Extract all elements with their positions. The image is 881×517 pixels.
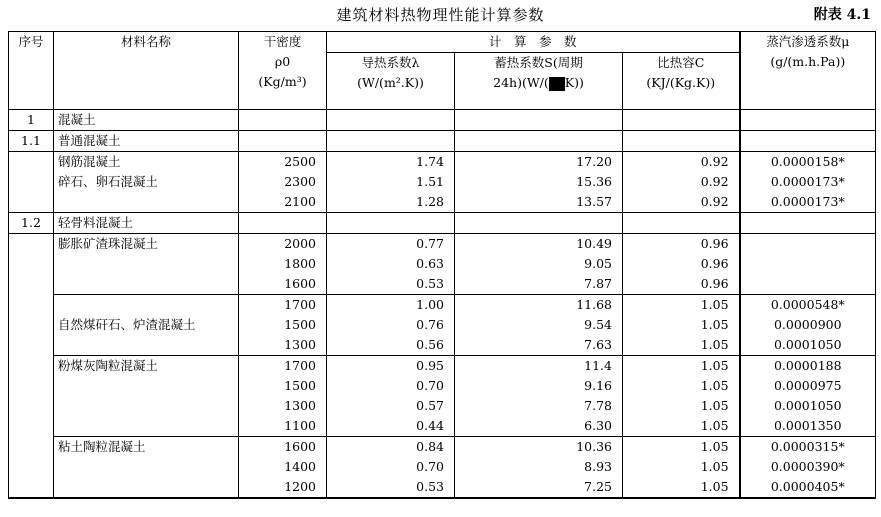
- mu-value: 0.0000390*: [770, 459, 845, 474]
- c-value: 1.05: [700, 317, 729, 332]
- s-value: 7.78: [584, 398, 612, 413]
- s-value: 11.68: [576, 297, 612, 312]
- lambda-value: 1.74: [416, 154, 444, 169]
- lambda-value: 0.57: [416, 398, 444, 413]
- density-cell: [239, 295, 327, 356]
- c-value: 0.92: [700, 194, 729, 209]
- header-row-1: [9, 32, 876, 53]
- density-value: 1500: [284, 317, 316, 332]
- mu-value: 0.0001050: [773, 337, 842, 352]
- header-vapor-unit: (g/(m.h.Pa)): [770, 54, 846, 69]
- header-index: 序号: [9, 32, 54, 110]
- material-name: 自然煤矸石、炉渣混凝土: [58, 317, 196, 332]
- lambda-value: 0.95: [416, 358, 444, 373]
- material-cell: [54, 356, 239, 437]
- lambda-cell: [327, 234, 455, 295]
- c-value: 1.05: [700, 439, 729, 454]
- section-index: 1: [9, 110, 54, 131]
- header-density-label: 干密度: [263, 34, 302, 49]
- lambda-cell: [327, 356, 455, 437]
- density-value: 2300: [284, 174, 316, 189]
- s-value: 9.16: [584, 378, 612, 393]
- lambda-value: 0.44: [416, 418, 444, 433]
- density-cell: [239, 437, 327, 499]
- material-cell: [54, 295, 239, 356]
- table-row: [9, 152, 876, 213]
- section-row: [9, 213, 876, 234]
- material-name: 粉煤灰陶粒混凝土: [58, 358, 159, 373]
- header-c: [623, 53, 740, 110]
- c-cell: [623, 234, 740, 295]
- lambda-value: 0.70: [416, 378, 444, 393]
- header-s-label: 蓄热系数S(周期: [494, 55, 583, 70]
- appendix-label: 附表 4.1: [813, 7, 871, 23]
- s-cell: [455, 295, 623, 356]
- material-name: 膨胀矿渣珠混凝土: [58, 236, 159, 251]
- lambda-value: 0.76: [416, 317, 444, 332]
- table-row: [9, 356, 876, 437]
- c-cell: [623, 295, 740, 356]
- section-name: 轻骨料混凝土: [54, 213, 239, 234]
- lambda-cell: [327, 437, 455, 499]
- lambda-cell: [327, 152, 455, 213]
- s-value: 11.4: [584, 358, 612, 373]
- table-row: [9, 437, 876, 499]
- density-value: 1700: [284, 358, 316, 373]
- density-value: 1600: [284, 439, 316, 454]
- s-value: 13.57: [576, 194, 612, 209]
- header-lambda-unit: (W/(m².K)): [357, 75, 424, 90]
- density-value: 2500: [284, 154, 316, 169]
- lambda-value: 1.28: [416, 194, 444, 209]
- mu-cell: [740, 437, 876, 499]
- density-value: 2100: [284, 194, 316, 209]
- mu-value: 0.0000900: [773, 317, 842, 332]
- density-value: 1400: [284, 459, 316, 474]
- mu-value: 0.0000158*: [770, 154, 845, 169]
- s-value: 10.36: [576, 439, 612, 454]
- mu-value: 0.0000173*: [770, 194, 845, 209]
- s-cell: [455, 437, 623, 499]
- c-value: 1.05: [700, 418, 729, 433]
- lambda-value: 0.84: [416, 439, 444, 454]
- c-cell: [623, 152, 740, 213]
- density-value: 1800: [284, 256, 316, 271]
- c-value: 0.96: [700, 236, 729, 251]
- lambda-value: 0.70: [416, 459, 444, 474]
- header-vapor-label: 蒸汽渗透系数μ: [766, 34, 850, 49]
- lambda-value: 1.00: [416, 297, 444, 312]
- s-value: 9.54: [584, 317, 612, 332]
- density-cell: [239, 234, 327, 295]
- header-c-unit: (KJ/(Kg.K)): [646, 75, 716, 90]
- header-material: 材料名称: [54, 32, 239, 110]
- c-value: 1.05: [700, 479, 729, 494]
- mu-value: 0.0000405*: [770, 479, 845, 494]
- section-index: 1.2: [9, 213, 54, 234]
- header-lambda: [327, 53, 455, 110]
- s-cell: [455, 356, 623, 437]
- lambda-cell: [327, 295, 455, 356]
- material-cell: [54, 152, 239, 213]
- density-value: 1700: [284, 297, 316, 312]
- parameter-table: [8, 31, 876, 499]
- density-value: 1100: [284, 418, 316, 433]
- s-cell: [455, 234, 623, 295]
- header-s-unit-a: 24h)(W/(: [493, 75, 549, 90]
- header-lambda-label: 导热系数λ: [361, 55, 420, 70]
- s-value: 6.30: [584, 418, 612, 433]
- density-value: 1300: [284, 337, 316, 352]
- section-index: 1.1: [9, 131, 54, 152]
- c-value: 1.05: [700, 378, 729, 393]
- mu-value: 0.0000975: [773, 378, 842, 393]
- s-cell: [455, 152, 623, 213]
- density-value: 2000: [284, 236, 316, 251]
- section-name: 混凝土: [54, 110, 239, 131]
- mu-value: 0.0000188: [773, 358, 842, 373]
- material-name: 钢筋混凝土: [58, 154, 121, 169]
- header-vapor: [740, 32, 876, 110]
- density-value: 1500: [284, 378, 316, 393]
- c-value: 0.96: [700, 276, 729, 291]
- density-value: 1200: [284, 479, 316, 494]
- density-value: 1600: [284, 276, 316, 291]
- c-cell: [623, 437, 740, 499]
- mu-value: 0.0001350: [773, 418, 842, 433]
- material-cell: [54, 437, 239, 499]
- section-row: [9, 110, 876, 131]
- mu-cell: [740, 234, 876, 295]
- density-cell: [239, 356, 327, 437]
- mu-value: 0.0000315*: [770, 439, 845, 454]
- mu-cell: [740, 295, 876, 356]
- density-value: 1300: [284, 398, 316, 413]
- lambda-value: 0.53: [416, 276, 444, 291]
- lambda-value: 0.63: [416, 256, 444, 271]
- lambda-value: 1.51: [416, 174, 444, 189]
- c-value: 0.92: [700, 154, 729, 169]
- c-value: 1.05: [700, 459, 729, 474]
- c-value: 0.96: [700, 256, 729, 271]
- table-title: 建筑材料热物理性能计算参数: [336, 6, 545, 24]
- s-value: 10.49: [576, 236, 612, 251]
- density-cell: [239, 152, 327, 213]
- s-value: 7.25: [584, 479, 612, 494]
- material-name: 碎石、卵石混凝土: [58, 174, 159, 189]
- s-value: 17.20: [576, 154, 612, 169]
- s-value: 8.93: [584, 459, 612, 474]
- header-c-label: 比热容C: [657, 55, 705, 70]
- s-value: 7.87: [584, 276, 612, 291]
- header-density: [239, 32, 327, 110]
- header-s: [455, 53, 623, 110]
- section-name: 普通混凝土: [54, 131, 239, 152]
- table-row: [9, 234, 876, 295]
- c-value: 1.05: [700, 398, 729, 413]
- material-name: [58, 295, 234, 315]
- header-density-unit: (Kg/m³): [258, 74, 307, 89]
- mu-cell: [740, 152, 876, 213]
- s-value: 15.36: [576, 174, 612, 189]
- mu-value: 0.0000173*: [770, 174, 845, 189]
- table-row: [9, 295, 876, 356]
- header-s-unit: [459, 73, 618, 93]
- mu-value: 0.0001050: [773, 398, 842, 413]
- material-name: 粘土陶粒混凝土: [58, 439, 146, 454]
- lambda-value: 0.56: [416, 337, 444, 352]
- s-value: 9.05: [584, 256, 612, 271]
- section-row: [9, 131, 876, 152]
- header-s-unit-b: K)): [564, 75, 584, 90]
- lambda-value: 0.77: [416, 236, 444, 251]
- redaction-block: [549, 77, 565, 91]
- lambda-value: 0.53: [416, 479, 444, 494]
- s-value: 7.63: [584, 337, 612, 352]
- c-value: 0.92: [700, 174, 729, 189]
- header-density-symbol: ρ0: [274, 54, 291, 69]
- header-calc-group: 计 算 参 数: [327, 32, 740, 53]
- material-cell: [54, 234, 239, 295]
- mu-value: 0.0000548*: [770, 297, 845, 312]
- c-value: 1.05: [700, 358, 729, 373]
- c-cell: [623, 356, 740, 437]
- c-value: 1.05: [700, 337, 729, 352]
- mu-cell: [740, 356, 876, 437]
- c-value: 1.05: [700, 297, 729, 312]
